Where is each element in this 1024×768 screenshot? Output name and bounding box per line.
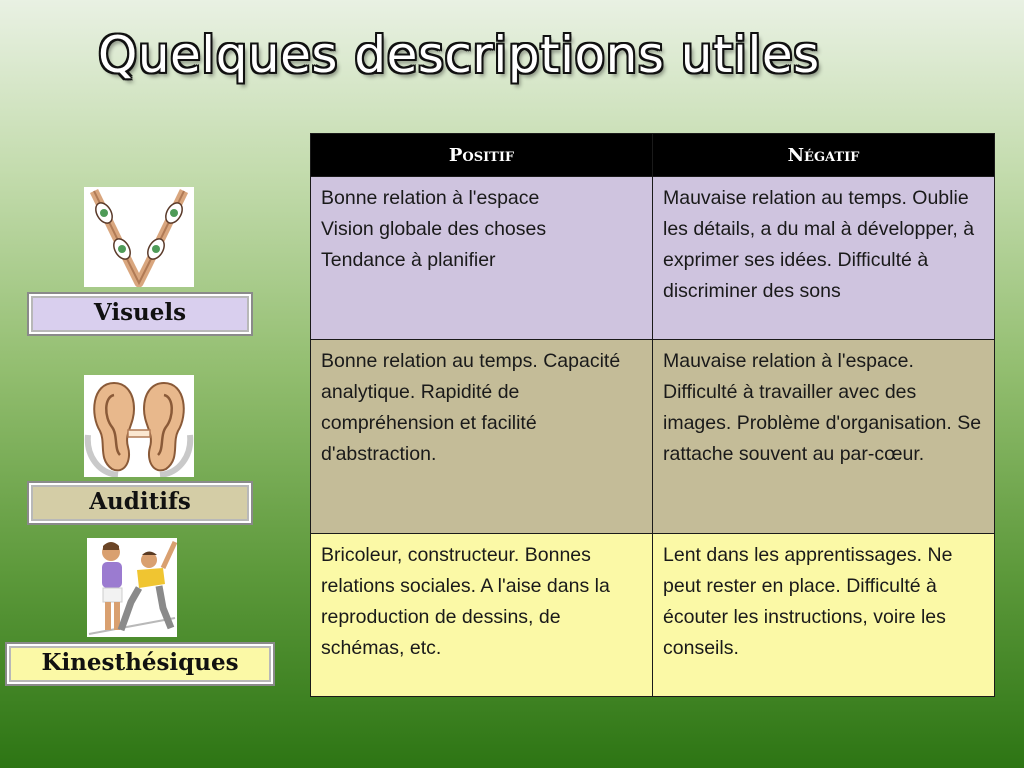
cell-kinesthesiques-negatif: Lent dans les apprentissages. Ne peut rester en place. Difficulté à écouter les instructions, voire les conseils. bbox=[653, 534, 995, 697]
cell-auditifs-positif: Bonne relation au temps. Capacité analytique. Rapidité de compréhension et facilité d'abstraction. bbox=[311, 340, 653, 534]
label-visuels: Visuels bbox=[27, 292, 253, 336]
list-item: Tendance à planifier bbox=[321, 249, 496, 271]
eyes-illustration bbox=[84, 187, 194, 287]
cell-visuels-negatif: Mauvaise relation au temps. Oublie les détails, a du mal à développer, à exprimer ses idées. Difficulté à discriminer des sons bbox=[653, 177, 995, 340]
slide-title: Quelques descriptions utiles bbox=[98, 26, 820, 84]
table-row-kinesthesiques bbox=[311, 534, 995, 697]
list-item: Vision globale des choses bbox=[321, 218, 547, 240]
descriptions-table bbox=[310, 133, 995, 697]
table-row-auditifs bbox=[311, 340, 995, 534]
cell-visuels-positif bbox=[311, 177, 653, 340]
header-positif: Positif bbox=[311, 134, 653, 177]
children-playing-illustration bbox=[87, 538, 177, 637]
list-item: Bonne relation à l'espace bbox=[321, 187, 540, 209]
label-auditifs: Auditifs bbox=[27, 481, 253, 525]
cell-auditifs-negatif: Mauvaise relation à l'espace. Difficulté à travailler avec des images. Problème d'organisation. Se rattache souvent au par-cœur. bbox=[653, 340, 995, 534]
cell-kinesthesiques-positif: Bricoleur, constructeur. Bonnes relations sociales. A l'aise dans la reproduction de dessins, de schémas, etc. bbox=[311, 534, 653, 697]
label-kinesthesiques: Kinesthésiques bbox=[5, 642, 275, 686]
ears-illustration bbox=[84, 375, 194, 477]
table-row-visuels bbox=[311, 177, 995, 340]
header-negatif: Négatif bbox=[653, 134, 995, 177]
